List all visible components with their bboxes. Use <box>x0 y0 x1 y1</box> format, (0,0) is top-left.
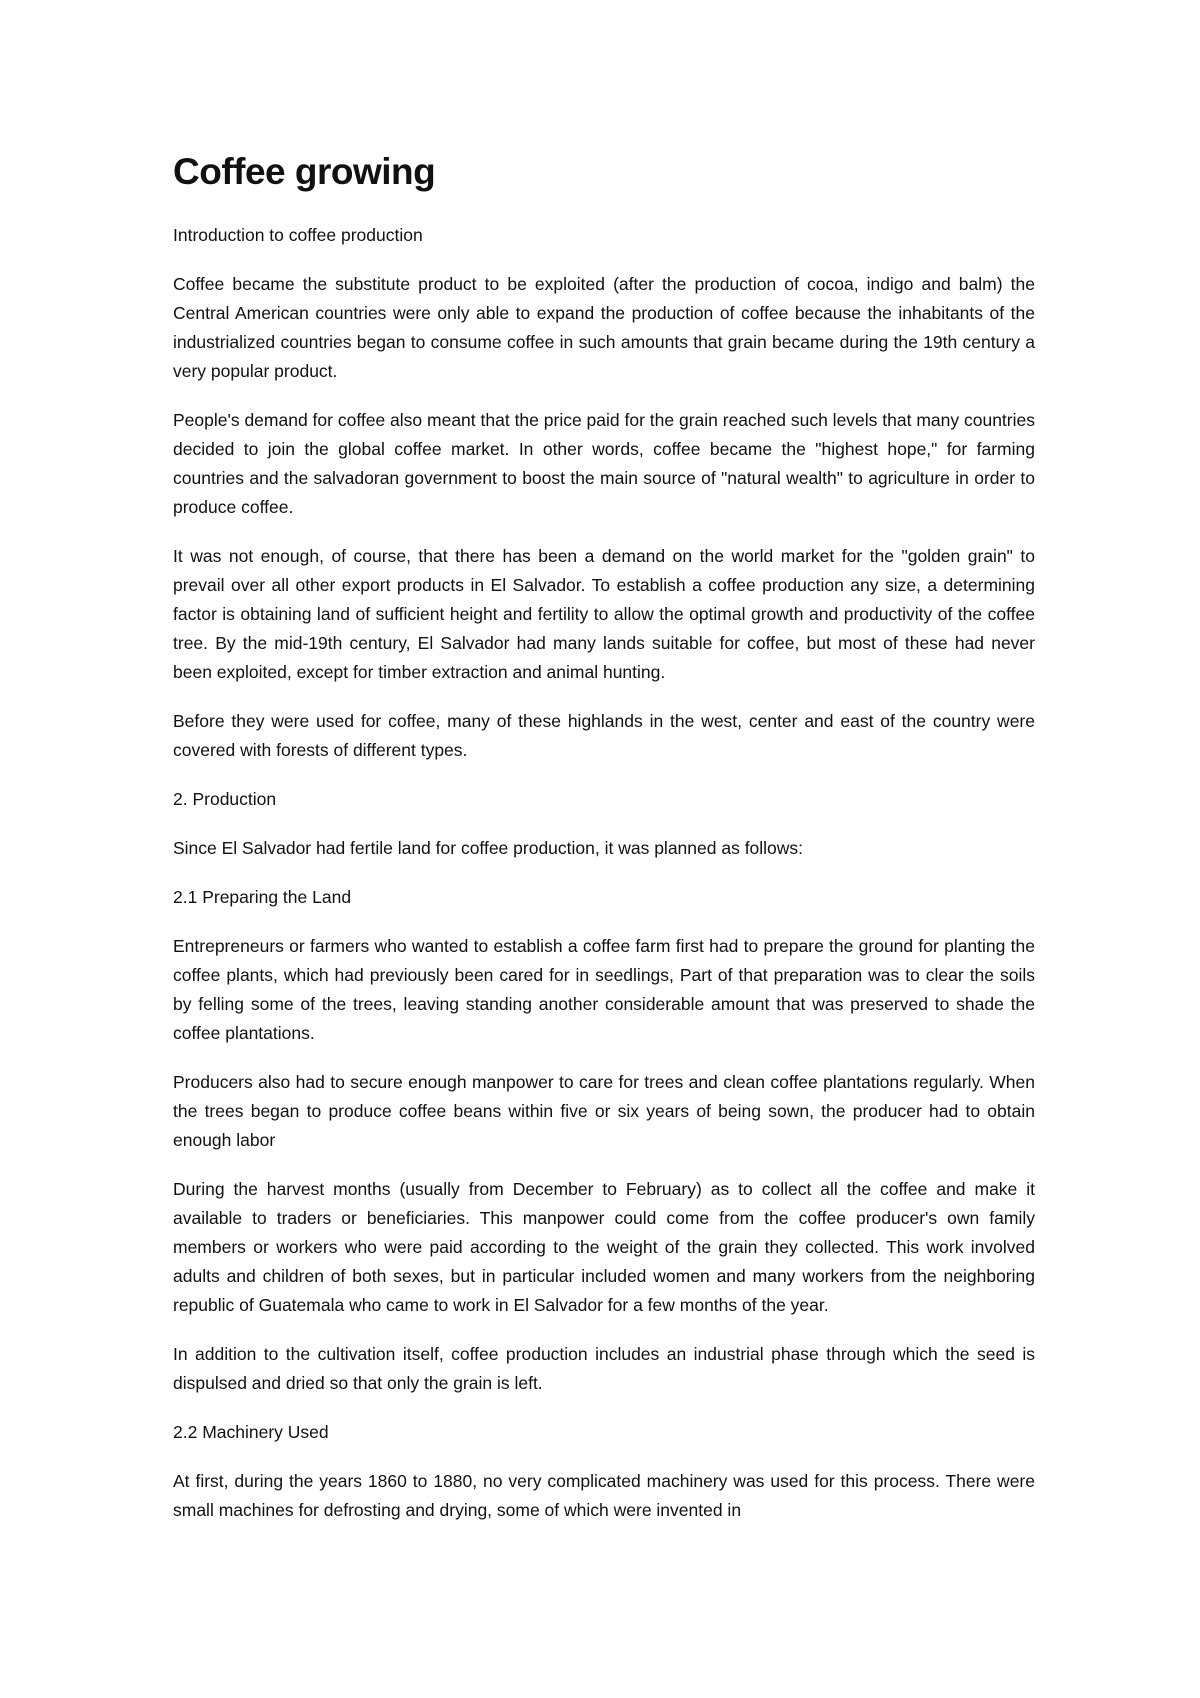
paragraph: In addition to the cultivation itself, coffee production includes an industrial phase through which the seed is dispulsed and dried so that only the grain is left. <box>173 1343 1035 1393</box>
paragraph: Since El Salvador had fertile land for coffee production, it was planned as follows: <box>173 837 804 858</box>
document-title: Coffee growing <box>173 151 436 192</box>
subsection-heading: 2.1 Preparing the Land <box>173 886 352 907</box>
paragraph: Before they were used for coffee, many of these highlands in the west, center and east of the country were covered with forests of different types. <box>173 710 1035 760</box>
paragraph: Entrepreneurs or farmers who wanted to establish a coffee farm first had to prepare the ground for planting the coffee plants, which had previously been cared for in seedlings, Part of that preparation was to clear the soils by felling some of the trees, leaving standing another considerable amount that was preserved to shade the coffee plantations. <box>173 935 1035 1043</box>
section-heading: Introduction to coffee production <box>173 224 423 245</box>
subsection-heading: 2.2 Machinery Used <box>173 1421 329 1442</box>
paragraph: People's demand for coffee also meant that the price paid for the grain reached such levels that many countries decided to join the global coffee market. In other words, coffee became the "highest hope," for farming countries and the salvadoran government to boost the main source of "natural wealth" to agriculture in order to produce coffee. <box>173 409 1035 517</box>
paragraph: During the harvest months (usually from December to February) as to collect all the coffee and make it available to traders or beneficiaries. This manpower could come from the coffee producer's own family members or workers who were paid according to the weight of the grain they collected. This work involved adults and children of both sexes, but in particular included women and many workers from the neighboring republic of Guatemala who came to work in El Salvador for a few months of the year. <box>173 1178 1035 1315</box>
section-heading: 2. Production <box>173 788 277 809</box>
paragraph: At first, during the years 1860 to 1880, no very complicated machinery was used for this process. There were small machines for defrosting and drying, some of which were invented in <box>173 1470 1035 1520</box>
paragraph: Producers also had to secure enough manpower to care for trees and clean coffee plantations regularly. When the trees began to produce coffee beans within five or six years of being sown, the producer had to obtain enough labor <box>173 1071 1035 1150</box>
document-page <box>173 140 1035 1545</box>
paragraph: It was not enough, of course, that there has been a demand on the world market for the "golden grain" to prevail over all other export products in El Salvador. To establish a coffee production any size, a determining factor is obtaining land of sufficient height and fertility to allow the optimal growth and productivity of the coffee tree. By the mid-19th century, El Salvador had many lands suitable for coffee, but most of these had never been exploited, except for timber extraction and animal hunting. <box>173 545 1035 682</box>
paragraph: Coffee became the substitute product to be exploited (after the production of cocoa, indigo and balm) the Central American countries were only able to expand the production of coffee because the inhabitants of the industrialized countries began to consume coffee in such amounts that grain became during the 19th century a very popular product. <box>173 273 1035 381</box>
